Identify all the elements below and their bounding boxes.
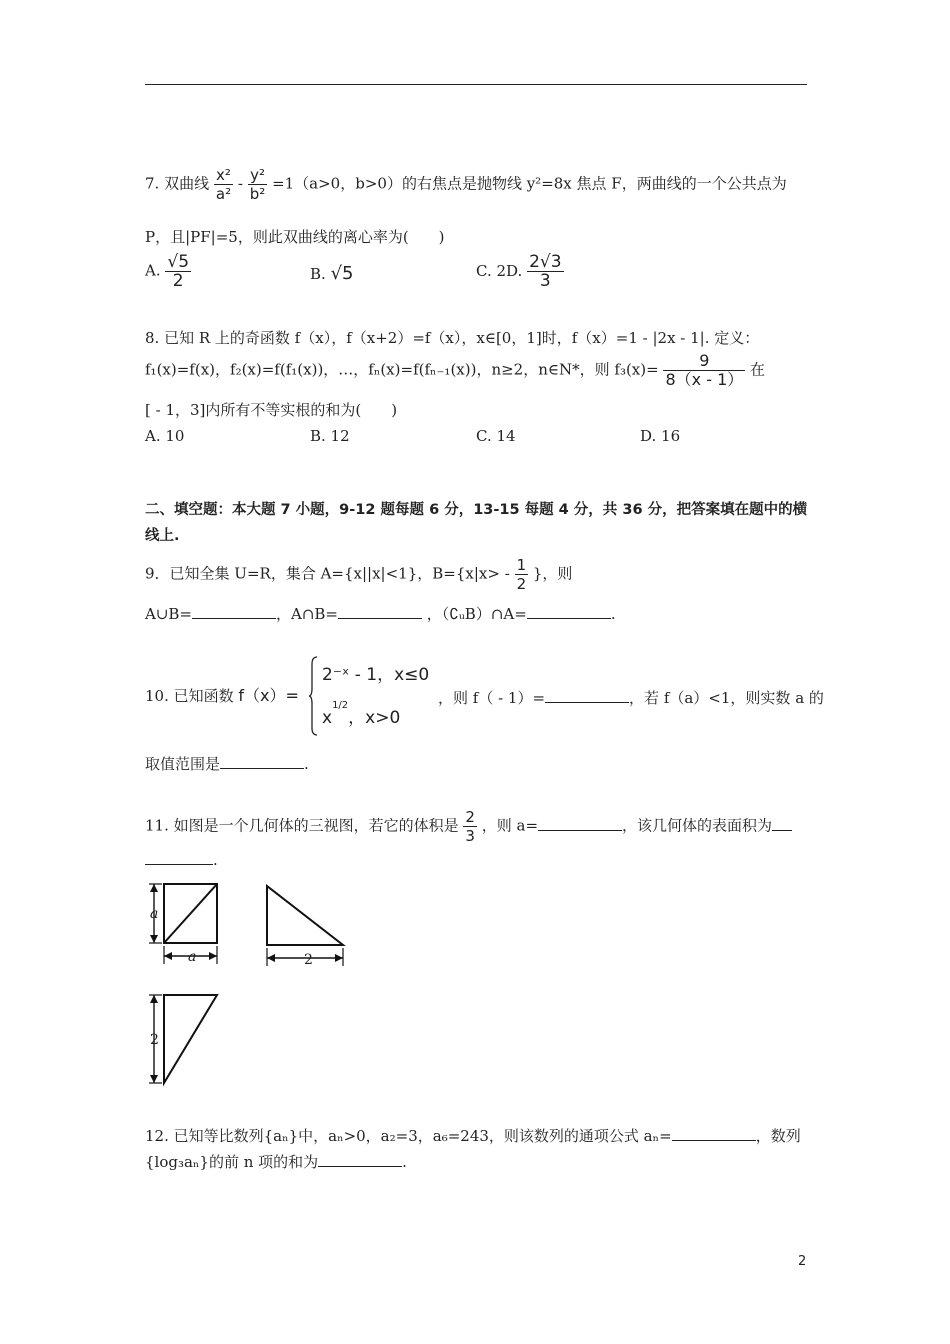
q9-line-1: 9．已知全集 U=R，集合 A={x||x|<1}，B={x|x> - $\frac{1}{2}$ }，则 [145,556,573,593]
q8-option-d: D. 16 [640,427,681,445]
front-view [149,884,217,964]
answer-blank-f-minus-1[interactable] [545,686,629,703]
q9-fraction: $\frac{1}{2}$ [516,556,527,593]
label-a-bottom: a [188,949,197,965]
answer-blank-range-a[interactable] [220,752,304,769]
q12-line-1: 12. 已知等比数列{aₙ}中，aₙ>0，a₂=3，a₆=243，则该数列的通项公式 aₙ= ，数列 [145,1124,801,1146]
section-2-heading-line-2: 线上. [145,528,180,544]
header-rule [145,84,807,85]
answer-blank-complement[interactable] [527,602,611,619]
q11-line-2: . [145,848,218,870]
q12-line-2: {log₃aₙ}的前 n 项的和为 . [145,1150,407,1172]
q7-option-a: A. $\frac{√5}{2}$ [145,252,190,291]
section-2-heading-line-1: 二、填空题：本大题 7 小题，9-12 题每题 6 分，13-15 每题 4 分，共 36 分，把答案填在题中的横 [145,502,808,518]
q11-line-1: 11. 如图是一个几何体的三视图，若它的体积是 $\frac{2}{3}$ ，则 a= ，该几何体的表面积为 [145,808,792,845]
answer-blank-general-term[interactable] [672,1124,756,1141]
answer-blank-intersection[interactable] [338,602,422,619]
q7-option-d-fraction: $\frac{2√3}{3}$ [529,252,562,291]
answer-blank-a[interactable] [538,814,622,831]
q8-line-3: [ - 1，3]内所有不等实根的和为( ) [145,401,398,419]
q8-fraction: $\frac{9}{8(x - 1)}$ [665,351,744,389]
label-a-left: a [150,906,159,922]
q9-line-2: A∪B= ，A∩B= ，（∁ᵤB）∩A= . [145,602,616,624]
answer-blank-surface-area-start[interactable] [772,814,792,831]
page-number: 2 [798,1254,807,1269]
piecewise-brace-icon [308,656,318,736]
q10-case-1: 2⁻ˣ - 1，x≤0 [322,665,430,685]
q7-fraction-x: $\frac{\text{x²}}{\text{a²}}$ [215,166,232,203]
top-view [149,995,217,1083]
q10-case-2: $x^{1/2}$，x>0 [322,700,401,728]
answer-blank-surface-area[interactable] [145,848,213,865]
q10-condition-line: ，则 f（ - 1）= ，若 f（a）<1，则实数 a 的 [438,686,824,708]
answer-blank-union[interactable] [192,602,276,619]
q7-minus: - [237,174,243,193]
q8-option-b: B. 12 [310,427,350,445]
q11-fraction: $\frac{2}{3}$ [465,808,475,845]
q7-option-c-d: C. 2D. $\frac{2√3}{3}$ [476,252,562,291]
label-2-bottom: 2 [304,952,313,968]
q8-option-a: A. 10 [145,427,185,445]
q10-line-2: 取值范围是 . [145,752,309,774]
q8-option-c: C. 14 [476,427,516,445]
label-2-left: 2 [150,1032,159,1048]
answer-blank-log-sum[interactable] [318,1150,402,1167]
q7-text-1: =1（a>0，b>0）的右焦点是抛物线 y²=8x 焦点 F，两曲线的一个公共点为 [272,174,787,193]
question-7-line-1 [145,166,787,203]
q10-prefix: 10. 已知函数 f（x）= [145,686,299,705]
q8-line-2: f₁(x)=f(x)，f₂(x)=f(f₁(x))，…，fₙ(x)=f(fₙ₋₁(x))，n≥2，n∈N*，则 f₃(x)= $\frac{9}{8(x - 1)}$ 在 [145,351,766,389]
q8-line-1: 8. 已知 R 上的奇函数 f（x），f（x+2）=f（x），x∈[0，1]时，f（x）=1 - |2x - 1|. 定义： [145,329,760,347]
q7-prefix: 7. 双曲线 [145,174,210,193]
three-views-figure [140,878,360,1093]
q7-option-a-fraction: $\frac{√5}{2}$ [167,252,190,291]
q7-option-b: B. √5 [310,263,354,284]
q7-text-2: P，且|PF|=5，则此双曲线的离心率为( ) [145,228,445,246]
q7-fraction-y: $\frac{\text{y²}}{\text{b²}}$ [249,166,266,203]
